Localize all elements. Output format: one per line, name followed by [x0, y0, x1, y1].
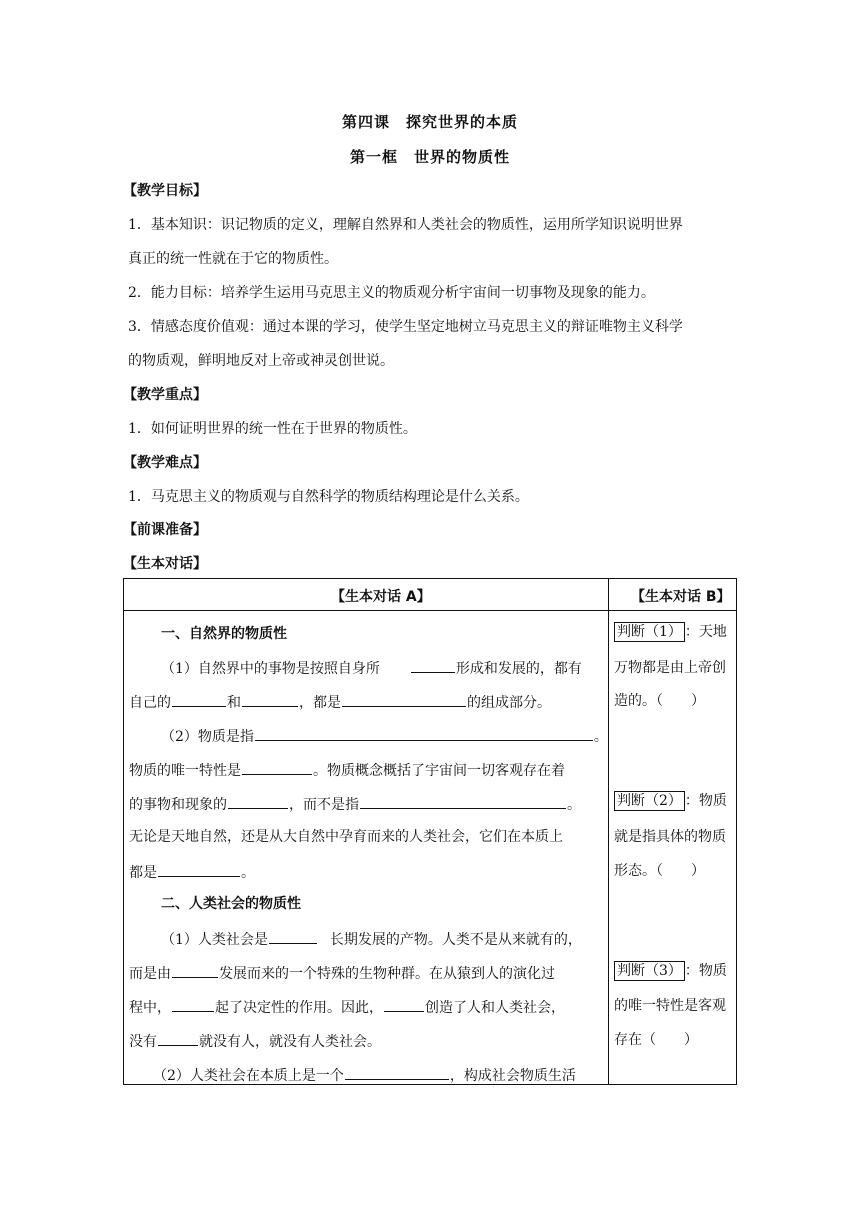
column-b-header: 【生本对话 B】	[631, 589, 731, 605]
nature-item-2-line-1	[161, 724, 608, 746]
header-divider	[124, 610, 736, 611]
judgement-2-line-1	[614, 790, 727, 811]
society-item-1-line-1	[161, 927, 582, 949]
text: 而是由	[129, 966, 171, 982]
text: 就没有人，就没有人类社会。	[199, 1034, 381, 1050]
text: 的事物和现象的	[129, 797, 227, 813]
judgement-2-line-2: 就是指具体的物质	[614, 829, 726, 845]
text: 长期发展的产物。人类不是从来就有的，	[329, 932, 582, 948]
text: 。物质概念概括了宇宙间一切客观存在着	[313, 763, 565, 779]
text: 和	[227, 695, 241, 711]
column-a-header: 【生本对话 A】	[331, 589, 431, 605]
key-point-1: 1．如何证明世界的统一性在于世界的物质性。	[128, 421, 417, 437]
text: （2）物质是指	[161, 729, 254, 745]
judgement-3-line-2: 的唯一特性是客观	[614, 998, 726, 1014]
fill-blank[interactable]	[172, 961, 218, 978]
judgement-1-line-3: 造的。（ ）	[614, 693, 705, 709]
objective-3-line-2: 的物质观，鲜明地反对上帝或神灵创世说。	[128, 353, 394, 369]
column-divider	[608, 579, 609, 1084]
fill-blank[interactable]	[158, 860, 240, 877]
fill-blank[interactable]	[172, 995, 214, 1012]
fill-blank[interactable]	[158, 1029, 198, 1046]
text: （2）人类社会在本质上是一个	[153, 1068, 344, 1084]
fill-blank[interactable]	[242, 758, 312, 775]
text: ：物质	[684, 963, 727, 979]
difficulty-1: 1．马克思主义的物质观与自然科学的物质结构理论是什么关系。	[128, 489, 529, 505]
judgement-3-line-1	[614, 960, 727, 981]
judgement-2-line-3: 形态。（ ）	[614, 863, 705, 879]
text: ，构成社会物质生活	[449, 1068, 576, 1084]
fill-blank[interactable]	[342, 690, 466, 707]
text: 。	[593, 729, 608, 745]
fill-blank[interactable]	[411, 656, 455, 673]
judgement-1-line-2: 万物都是由上帝创	[614, 660, 726, 676]
nature-item-1-line-1	[161, 656, 582, 678]
text: 起了决定性的作用。因此，	[215, 1000, 383, 1016]
fill-blank[interactable]	[228, 792, 288, 809]
text: 发展而来的一个特殊的生物种群。在从猿到人的演化过	[219, 966, 555, 982]
text: 自己的	[129, 695, 171, 711]
society-item-2-line-1	[153, 1063, 576, 1085]
nature-item-2-line-2	[129, 758, 565, 780]
text: 形成和发展的，都有	[455, 661, 582, 677]
text: （1）自然界中的事物是按照自身所	[161, 661, 380, 677]
text: 没有	[129, 1034, 157, 1050]
society-item-1-line-3	[129, 995, 565, 1017]
fill-blank[interactable]	[269, 927, 317, 944]
text: 都是	[129, 865, 157, 881]
text: 的组成部分。	[467, 695, 551, 711]
fill-blank[interactable]	[172, 690, 226, 707]
text: ，而不是指	[289, 797, 359, 813]
text: 物质的唯一特性是	[129, 763, 241, 779]
objective-1-line-2: 真正的统一性就在于它的物质性。	[128, 251, 338, 267]
text: （1）人类社会是	[161, 932, 268, 948]
judgement-1-label: 判断（1）	[614, 622, 685, 642]
fill-blank[interactable]	[242, 690, 298, 707]
text: ：天地	[684, 624, 727, 640]
section-subtitle: 第一框 世界的物质性	[349, 148, 510, 166]
fill-blank[interactable]	[360, 792, 566, 809]
text: 。	[241, 865, 255, 881]
fill-blank[interactable]	[384, 995, 424, 1012]
nature-item-2-line-4: 无论是天地自然，还是从大自然中孕育而来的人类社会，它们在本质上	[129, 829, 563, 845]
fill-blank[interactable]	[255, 724, 593, 741]
judgement-1-line-1	[614, 621, 727, 642]
difficulties-heading: 【教学难点】	[123, 455, 207, 471]
subsection-society: 二、人类社会的物质性	[161, 896, 301, 912]
dialogue-heading: 【生本对话】	[123, 556, 207, 572]
society-item-1-line-2	[129, 961, 555, 983]
judgement-3-label: 判断（3）	[614, 961, 685, 981]
nature-item-2-line-3	[129, 792, 581, 814]
objective-2: 2．能力目标：培养学生运用马克思主义的物质观分析宇宙间一切事物及现象的能力。	[128, 285, 655, 301]
judgement-2-label: 判断（2）	[614, 791, 685, 811]
nature-item-2-line-5	[129, 860, 255, 882]
nature-item-1-line-2	[129, 690, 551, 712]
fill-blank[interactable]	[345, 1063, 449, 1080]
lesson-title: 第四课 探究世界的本质	[341, 113, 518, 131]
text: ：物质	[684, 793, 727, 809]
objective-3-line-1: 3．情感态度价值观：通过本课的学习，使学生坚定地树立马克思主义的辩证唯物主义科学	[128, 319, 683, 335]
text: 。	[567, 797, 581, 813]
objective-1-line-1: 1．基本知识：识记物质的定义，理解自然界和人类社会的物质性，运用所学知识说明世界	[128, 217, 683, 233]
text: ，都是	[299, 695, 341, 711]
society-item-1-line-4	[129, 1029, 381, 1051]
preparation-heading: 【前课准备】	[123, 522, 207, 538]
text: 创造了人和人类社会，	[425, 1000, 565, 1016]
objectives-heading: 【教学目标】	[123, 183, 207, 199]
subsection-nature: 一、自然界的物质性	[161, 626, 287, 642]
judgement-3-line-3: 存在（ ）	[614, 1032, 698, 1048]
dialogue-table	[123, 578, 737, 1085]
key-points-heading: 【教学重点】	[123, 387, 207, 403]
text: 程中，	[129, 1000, 171, 1016]
